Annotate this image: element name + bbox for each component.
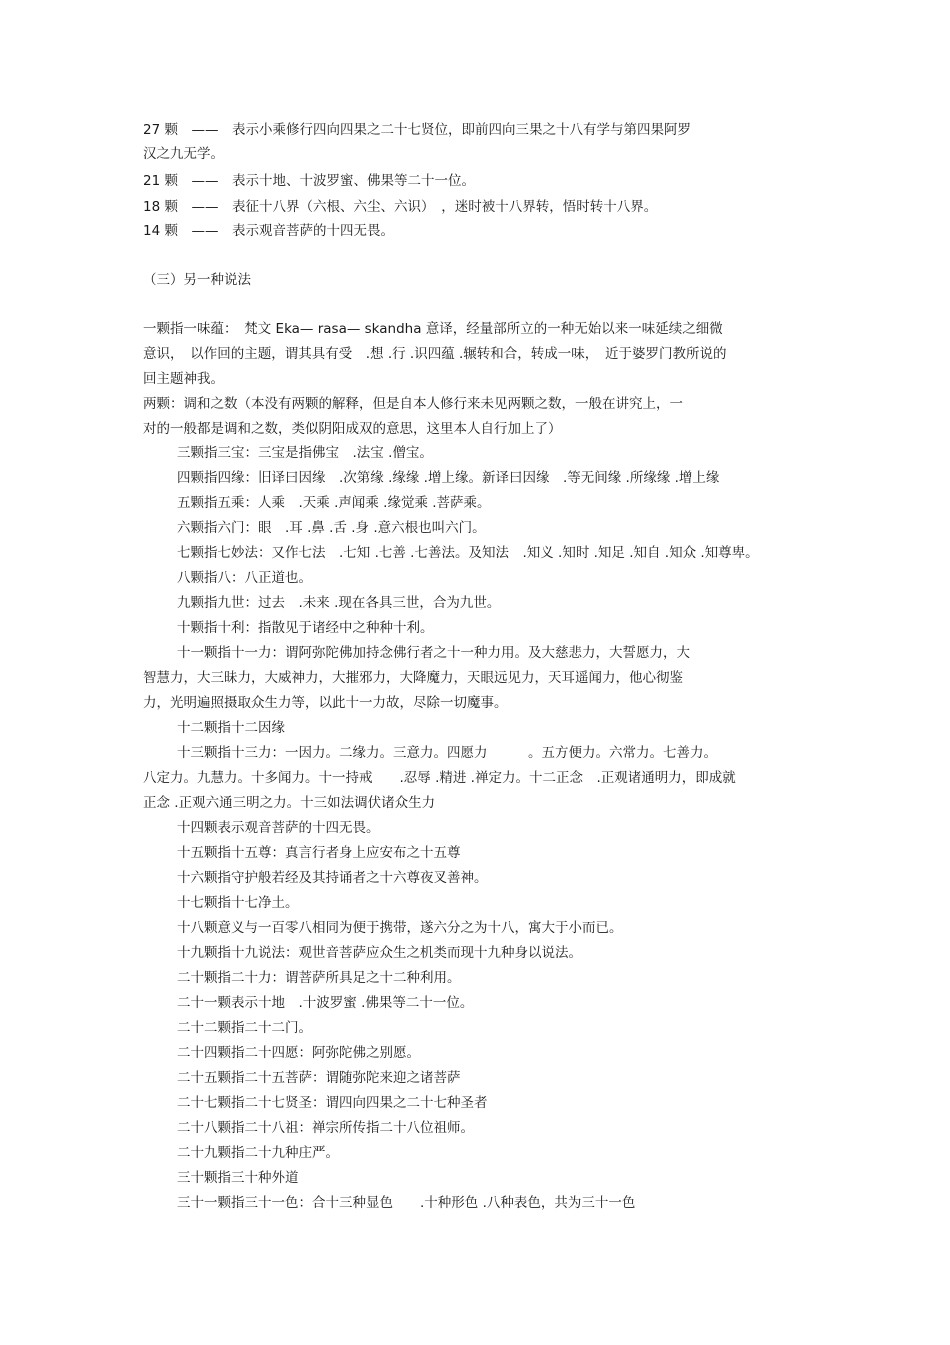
list-item: 六颗指六门：眼 .耳 .鼻 .舌 .身 .意六根也叫六门。 [177, 520, 486, 536]
list-item: 十一颗指十一力：谓阿弥陀佛加持念佛行者之十一种力用。及大慈悲力，大誓愿力，大 [177, 645, 690, 661]
paragraph-line: 回主题神我。 [143, 371, 224, 387]
list-item: 十二颗指十二因缘 [177, 720, 285, 736]
list-item: 二十八颗指二十八祖：禅宗所传指二十八位祖师。 [177, 1120, 474, 1136]
text-line-27-beads: 27 颗 —— 表示小乘修行四向四果之二十七贤位，即前四向三果之十八有学与第四果阿罗 [143, 122, 691, 138]
paragraph-line: 一颗指一味蕴： 梵文 Eka— rasa— skandha 意译，经量部所立的一种无始以来一味延续之细微 [143, 321, 723, 337]
list-item-cont: 八定力。九慧力。十多闻力。十一持戒 .忍辱 .精进 .禅定力。十二正念 .正观诸通明力，即成就 [143, 770, 736, 786]
paragraph-line: 对的一般都是调和之数，类似阴阳成双的意思，这里本人自行加上了） [143, 421, 562, 437]
list-item: 五颗指五乘：人乘 .天乘 .声闻乘 .缘觉乘 .菩萨乘。 [177, 495, 491, 511]
list-item: 三十颗指三十种外道 [177, 1170, 299, 1186]
list-item: 九颗指九世：过去 .未来 .现在各具三世，合为九世。 [177, 595, 501, 611]
list-item-cont: 智慧力，大三昧力，大威神力，大摧邪力，大降魔力，天眼远见力，天耳遥闻力，他心彻鉴 [143, 670, 683, 686]
list-item: 七颗指七妙法：又作七法 .七知 .七善 .七善法。及知法 .知义 .知时 .知足 .知自 .知众 .知尊卑。 [177, 545, 759, 561]
list-item: 二十一颗表示十地 .十波罗蜜 .佛果等二十一位。 [177, 995, 474, 1011]
list-item: 四颗指四缘：旧译曰因缘 .次第缘 .缘缘 .增上缘。新译曰因缘 .等无间缘 .所缘缘 .增上缘 [177, 470, 720, 486]
list-item: 十八颗意义与一百零八相同为便于携带，遂六分之为十八，寓大于小而已。 [177, 920, 623, 936]
list-item: 三颗指三宝：三宝是指佛宝 .法宝 .僧宝。 [177, 445, 433, 461]
list-item: 二十七颗指二十七贤圣：谓四向四果之二十七种圣者 [177, 1095, 488, 1111]
list-item: 二十五颗指二十五菩萨：谓随弥陀来迎之诸菩萨 [177, 1070, 461, 1086]
list-item: 十五颗指十五尊：真言行者身上应安布之十五尊 [177, 845, 461, 861]
list-item: 三十一颗指三十一色：合十三种显色 .十种形色 .八种表色，共为三十一色 [177, 1195, 636, 1211]
list-item: 二十四颗指二十四愿：阿弥陀佛之别愿。 [177, 1045, 420, 1061]
list-item-cont: 正念 .正观六通三明之力。十三如法调伏诸众生力 [143, 795, 436, 811]
list-item: 十四颗表示观音菩萨的十四无畏。 [177, 820, 380, 836]
paragraph-line: 两颗：调和之数（本没有两颗的解释，但是自本人修行来未见两颗之数，一般在讲究上，一 [143, 396, 683, 412]
text-line-21-beads: 21 颗 —— 表示十地、十波罗蜜、佛果等二十一位。 [143, 173, 475, 189]
list-item: 二十颗指二十力：谓菩萨所具足之十二种利用。 [177, 970, 461, 986]
list-item: 十七颗指十七净土。 [177, 895, 299, 911]
list-item: 十颗指十利：指散见于诸经中之种种十利。 [177, 620, 434, 636]
list-item: 十三颗指十三力：一因力。二缘力。三意力。四愿力 。五方便力。六常力。七善力。 [177, 745, 717, 761]
text-line-18-beads: 18 颗 —— 表征十八界（六根、六尘、六识） ，迷时被十八界转，悟时转十八界。 [143, 199, 658, 215]
list-item: 十六颗指守护般若经及其持诵者之十六尊夜叉善神。 [177, 870, 488, 886]
list-item: 十九颗指十九说法：观世音菩萨应众生之机类而现十九种身以说法。 [177, 945, 582, 961]
paragraph-line: 意识， 以作回的主题，谓其具有受 .想 .行 .识四蕴 .辗转和合，转成一味， 近于婆罗门教所说的 [143, 346, 727, 362]
section-heading: （三）另一种说法 [143, 272, 251, 288]
text-line-14-beads: 14 颗 —— 表示观音菩萨的十四无畏。 [143, 223, 394, 239]
list-item-cont: 力，光明遍照摄取众生力等，以此十一力故，尽除一切魔事。 [143, 695, 508, 711]
text-line-27-beads-cont: 汉之九无学。 [143, 146, 224, 162]
list-item: 八颗指八：八正道也。 [177, 570, 312, 586]
list-item: 二十九颗指二十九种庄严。 [177, 1145, 339, 1161]
list-item: 二十二颗指二十二门。 [177, 1020, 312, 1036]
